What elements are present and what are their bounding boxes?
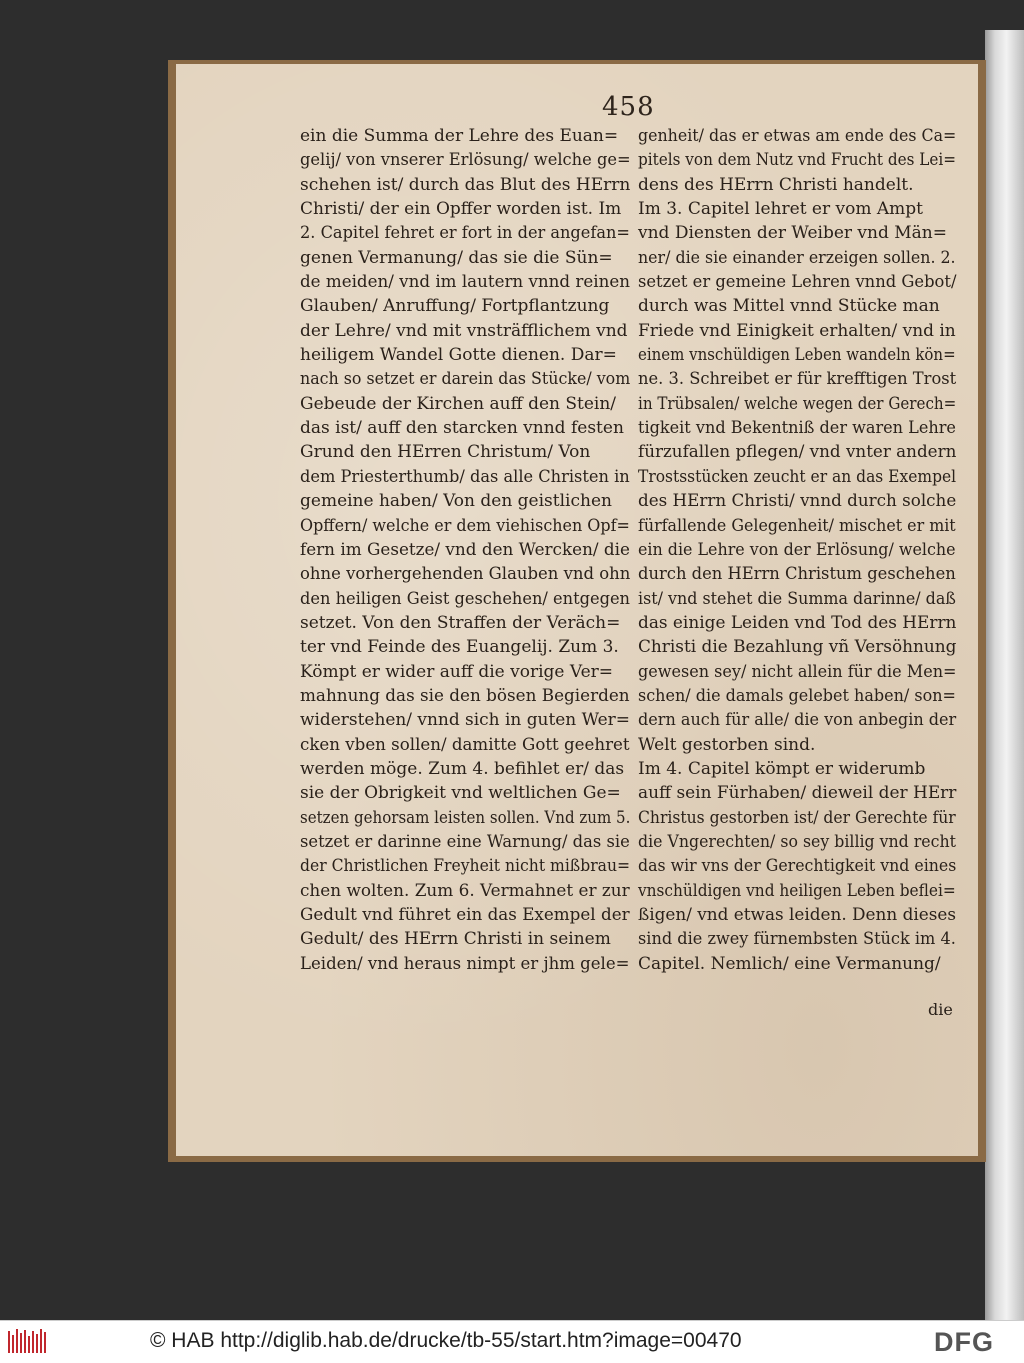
text-line: 2. Capitel fehret er fort in der angefan= [300,223,630,244]
text-line: genheit/ das er etwas am ende des Ca= [638,126,957,146]
text-line: dern auch für alle/ die von anbegin der [638,710,957,731]
text-line: Kömpt er wider auff die vorige Ver= [300,661,614,682]
text-line: de meiden/ vnd im lautern vnnd reinen [300,272,631,293]
text-line: Gebeude der Kirchen auff den Stein/ [300,393,617,414]
text-line: setzen gehorsam leisten sollen. Vnd zum 5. [300,807,631,828]
text-line: ein die Summa der Lehre des Euan= [300,126,619,146]
text-line: Friede vnd Einigkeit erhalten/ vnd in [638,320,956,341]
book-edge [985,30,1024,1320]
text-line: auff sein Fürhaben/ dieweil der HErr [638,783,957,804]
text-line: ist/ vnd stehet die Summa darinne/ daß [638,588,956,609]
text-line: der Lehre/ vnd mit vnsträfflichem vnd [300,320,628,341]
text-line: in Trübsalen/ welche wegen der Gerech= [638,393,957,414]
text-column-right [638,124,956,976]
text-line: gemeine haben/ Von den geistlichen [300,491,612,512]
text-line: Leiden/ vnd heraus nimpt er jhm gele= [300,953,630,974]
text-line: Capitel. Nemlich/ eine Vermanung/ [638,953,941,974]
text-line: Opffern/ welche er dem viehischen Opf= [300,515,630,536]
text-line: ner/ die sie einander erzeigen sollen. 2. [638,247,956,268]
dfg-logo: DFG [934,1327,994,1357]
text-line: setzet er darinne eine Warnung/ das sie [300,831,630,852]
text-line: Christus gestorben ist/ der Gerechte für [638,807,956,828]
text-line: Gedult vnd führet ein das Exempel der [300,905,630,925]
text-line: das ist/ auff den starcken vnnd festen [300,418,624,439]
text-line: nach so setzet er darein das Stücke/ vom [300,369,631,390]
text-line: ter vnd Feinde des Euangelij. Zum 3. [300,637,619,658]
text-line: fürfallende Gelegenheit/ mischet er mit [638,515,956,536]
text-line: durch den HErrn Christum geschehen [638,564,956,585]
text-line: Trostsstücken zeucht er an das Exempel [638,466,957,487]
text-line: sind die zwey fürnembsten Stück im 4. [638,929,956,950]
text-line: heiligem Wandel Gotte dienen. Dar= [300,345,617,366]
text-line: widerstehen/ vnnd sich in guten Wer= [300,710,630,731]
text-line: gewesen sey/ nicht allein für die Men= [638,661,957,682]
text-line: Grund den HErren Christum/ Von [300,442,591,463]
text-line: tigkeit vnd Bekentniß der waren Lehre [638,418,956,439]
text-line: dens des HErrn Christi handelt. [638,174,914,195]
text-line: die Vngerechten/ so sey billig vnd recht [638,831,956,852]
text-line: fern im Gesetze/ vnd den Wercken/ die [300,539,630,560]
text-line: mahnung das sie den bösen Begierden [300,685,630,706]
text-line: genen Vermanung/ das sie die Sün= [300,247,613,268]
text-line: ßigen/ vnd etwas leiden. Denn dieses [638,905,956,925]
text-line: cken vben sollen/ damitte Gott geehret [300,734,630,755]
text-line: das wir vns der Gerechtigkeit vnd eines [638,856,957,877]
text-line: ein die Lehre von der Erlösung/ welche [638,539,956,560]
page-number: 458 [602,92,655,122]
copyright-link[interactable]: © HAB http://diglib.hab.de/drucke/tb-55/start.htm?image=00470 [150,1329,742,1352]
text-column-left [300,124,630,976]
text-line: Welt gestorben sind. [638,734,816,755]
text-line: Christi/ der ein Opffer worden ist. Im [300,199,622,220]
text-line: des HErrn Christi/ vnnd durch solche [638,491,957,512]
text-line: setzet. Von den Straffen der Veräch= [300,612,621,633]
text-line: durch was Mittel vnnd Stücke man [638,296,940,317]
text-line: setzet er gemeine Lehren vnnd Gebot/ [638,272,957,293]
text-line: Im 4. Capitel kömpt er widerumb [638,758,926,779]
text-line: das einige Leiden vnd Tod des HErrn [638,612,957,633]
text-line: einem vnschüldigen Leben wandeln kön= [638,345,956,366]
text-line: werden möge. Zum 4. befihlet er/ das [300,758,625,779]
text-line: schehen ist/ durch das Blut des HErrn [300,174,631,195]
text-line: gelij/ von vnserer Erlösung/ welche ge= [300,150,631,171]
text-line: Gedult/ des HErrn Christi in seinem [300,929,611,950]
text-line: fürzufallen pflegen/ vnd vnter andern [638,442,957,463]
text-line: den heiligen Geist geschehen/ entgegen [300,588,631,609]
text-line: ohne vorhergehenden Glauben vnd ohn [300,564,631,585]
catchword: die [928,1000,953,1019]
text-line: ne. 3. Schreibet er für krefftigen Trost [638,369,957,390]
text-line: der Christlichen Freyheit nicht mißbrau= [300,856,631,877]
hab-barcode-logo-icon [8,1329,48,1355]
footer-bar [0,1320,1024,1363]
text-line: sie der Obrigkeit vnd weltlichen Ge= [300,783,621,804]
text-line: Christi die Bezahlung vñ Versöhnung [638,637,957,658]
text-line: dem Priesterthumb/ das alle Christen in [300,466,630,487]
text-line: pitels von dem Nutz vnd Frucht des Lei= [638,150,957,171]
text-line: vnschüldigen vnd heiligen Leben beflei= [638,880,956,901]
text-line: vnd Diensten der Weiber vnd Män= [638,223,947,244]
text-line: schen/ die damals gelebet haben/ son= [638,685,956,706]
text-line: chen wolten. Zum 6. Vermahnet er zur [300,880,630,901]
text-line: Glauben/ Anruffung/ Fortpflantzung [300,296,610,317]
text-line: Im 3. Capitel lehret er vom Ampt [638,199,923,220]
